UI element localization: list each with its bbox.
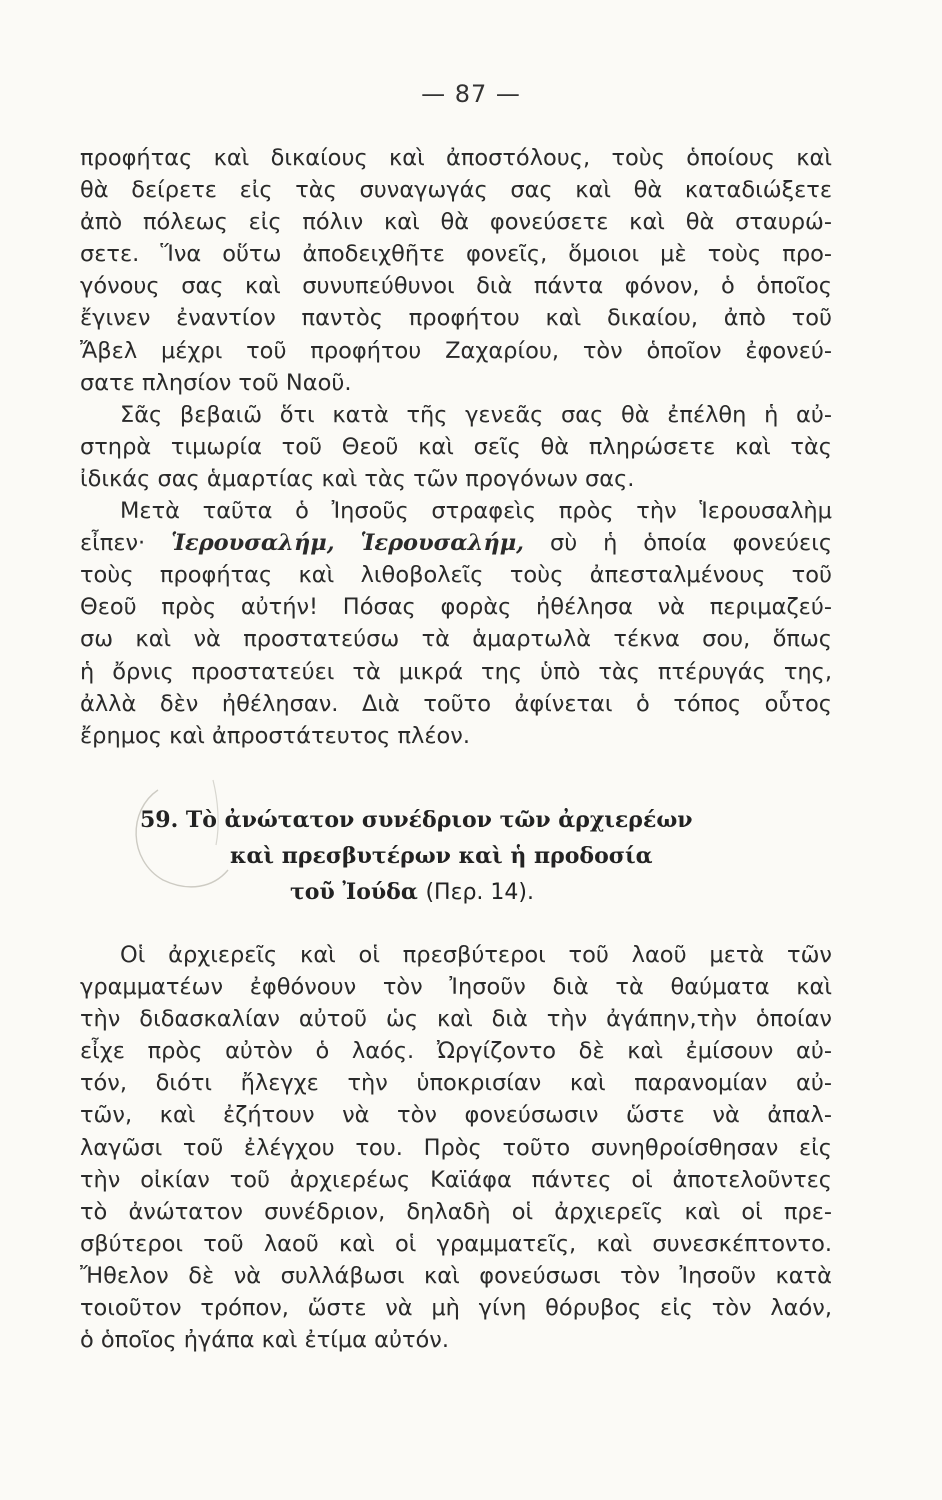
paragraph-4 xyxy=(80,939,832,1356)
heading-judas: τοῦ Ἰούδα xyxy=(290,879,418,905)
text-line: τόν, διότι ἤλεγχε τὴν ὑποκρισίαν καὶ παρανομίαν αὐ- xyxy=(80,1070,832,1097)
text-line: Σᾶς βεβαιῶ ὅτι κατὰ τῆς γενεᾶς σας θὰ ἐπέλθη ἡ αὐ- xyxy=(120,401,832,428)
text-line: ἀπὸ πόλεως εἰς πόλιν καὶ θὰ φονεύσετε καὶ θὰ σταυρώ- xyxy=(80,209,832,236)
text-line: θὰ δείρετε εἰς τὰς συναγωγάς σας καὶ θὰ καταδιώξετε xyxy=(80,177,832,204)
text-line: τὸ ἀνώτατον συνέδριον, δηλαδὴ οἱ ἀρχιερεῖς καὶ οἱ πρε- xyxy=(80,1198,832,1225)
emphasis-jerusalem-2: Ἱερουσαλήμ, xyxy=(360,530,525,557)
text-line: τὴν οἰκίαν τοῦ ἀρχιερέως Καϊάφα πάντες οἱ ἀποτελοῦντες xyxy=(80,1166,832,1193)
text-line: τοὺς προφήτας καὶ λιθοβολεῖς τοὺς ἀπεσταλμένους τοῦ xyxy=(80,562,832,589)
text-span: εἶπεν· xyxy=(80,530,146,557)
text-line: Ἤθελον δὲ νὰ συλλάβωσι καὶ φονεύσωσι τὸν Ἰησοῦν κατὰ xyxy=(80,1262,832,1289)
emphasis-jerusalem-1: Ἱερουσαλήμ, xyxy=(171,530,335,557)
heading-reference: (Περ. 14). xyxy=(425,880,534,905)
text-line: λαγῶσι τοῦ ἐλέγχου του. Πρὸς τοῦτο συνηθροίσθησαν εἰς xyxy=(80,1134,832,1161)
text-block-top xyxy=(80,142,832,752)
text-line: ὁ ὁποῖος ἠγάπα καὶ ἐτίμα αὐτόν. xyxy=(80,1327,450,1354)
text-line: Θεοῦ πρὸς αὐτήν! Πόσας φορὰς ἠθέλησα νὰ περιμαζεύ- xyxy=(80,594,832,621)
text-line: ἀλλὰ δὲν ἠθέλησαν. Διὰ τοῦτο ἀφίνεται ὁ τόπος οὗτος xyxy=(80,690,832,717)
text-line: προφήτας καὶ δικαίους καὶ ἀποστόλους, τοὺς ὁποίους καὶ xyxy=(80,145,832,171)
text-span: σὺ ἡ ὁποία φονεύεις xyxy=(549,530,832,557)
text-line: εἶχε πρὸς αὐτὸν ὁ λαός. Ὠργίζοντο δὲ καὶ ἐμίσουν αὐ- xyxy=(80,1038,832,1065)
paragraph-3 xyxy=(80,495,832,752)
text-line: σατε πλησίον τοῦ Ναοῦ. xyxy=(80,369,352,396)
heading-line-3 xyxy=(140,874,840,910)
text-line: Ἄβελ μέχρι τοῦ προφήτου Ζαχαρίου, τὸν ὁποῖον ἐφονεύ- xyxy=(80,337,832,364)
paragraph-2 xyxy=(80,399,832,495)
text-block-bottom xyxy=(80,939,832,1356)
text-line: ἡ ὄρνις προστατεύει τὰ μικρά της ὑπὸ τὰς πτέρυγάς της, xyxy=(80,658,832,685)
text-line: σετε. Ἵνα οὕτω ἀποδειχθῆτε φονεῖς, ὅμοιοι μὲ τοὺς προ- xyxy=(80,241,832,268)
text-line: γόνους σας καὶ συνυπεύθυνοι διὰ πάντα φόνον, ὁ ὁποῖος xyxy=(80,273,832,300)
text-line: σβύτεροι τοῦ λαοῦ καὶ οἱ γραμματεῖς, καὶ συνεσκέπτοντο. xyxy=(80,1230,832,1257)
text-line: Οἱ ἀρχιερεῖς καὶ οἱ πρεσβύτεροι τοῦ λαοῦ μετὰ τῶν xyxy=(120,942,832,968)
text-line-with-emphasis xyxy=(80,527,832,559)
text-line: σω καὶ νὰ προστατεύσω τὰ ἁμαρτωλὰ τέκνα σου, ὅπως xyxy=(80,626,832,653)
paragraph-1 xyxy=(80,142,832,399)
text-line: ἔγινεν ἐναντίον παντὸς προφήτου καὶ δικαίου, ἀπὸ τοῦ xyxy=(80,305,832,332)
text-line: Μετὰ ταῦτα ὁ Ἰησοῦς στραφεὶς πρὸς τὴν Ἱερουσαλὴμ xyxy=(120,498,832,525)
text-line: ἰδικάς σας ἁμαρτίας καὶ τὰς τῶν προγόνων σας. xyxy=(80,465,635,492)
text-line: τὴν διδασκαλίαν αὐτοῦ ὡς καὶ διὰ τὴν ἀγάπην,τὴν ὁποίαν xyxy=(80,1006,832,1033)
text-line: τῶν, καὶ ἐζήτουν νὰ τὸν φονεύσωσιν ὥστε νὰ ἀπαλ- xyxy=(80,1102,832,1129)
section-heading xyxy=(140,802,840,910)
text-line: τοιοῦτον τρόπον, ὥστε νὰ μὴ γίνη θόρυβος εἰς τὸν λαόν, xyxy=(80,1295,832,1322)
text-line: στηρὰ τιμωρία τοῦ Θεοῦ καὶ σεῖς θὰ πληρώσετε καὶ τὰς xyxy=(80,433,832,460)
heading-line-2: καὶ πρεσβυτέρων καὶ ἡ προδοσία xyxy=(230,843,653,869)
text-line: γραμματέων ἐφθόνουν τὸν Ἰησοῦν διὰ τὰ θαύματα καὶ xyxy=(80,974,832,1001)
heading-line-1: 59. Τὸ ἀνώτατον συνέδριον τῶν ἀρχιερέων xyxy=(140,807,693,833)
page-number: — 87 — xyxy=(421,80,521,108)
text-line: ἔρημος καὶ ἀπροστάτευτος πλέον. xyxy=(80,722,470,749)
